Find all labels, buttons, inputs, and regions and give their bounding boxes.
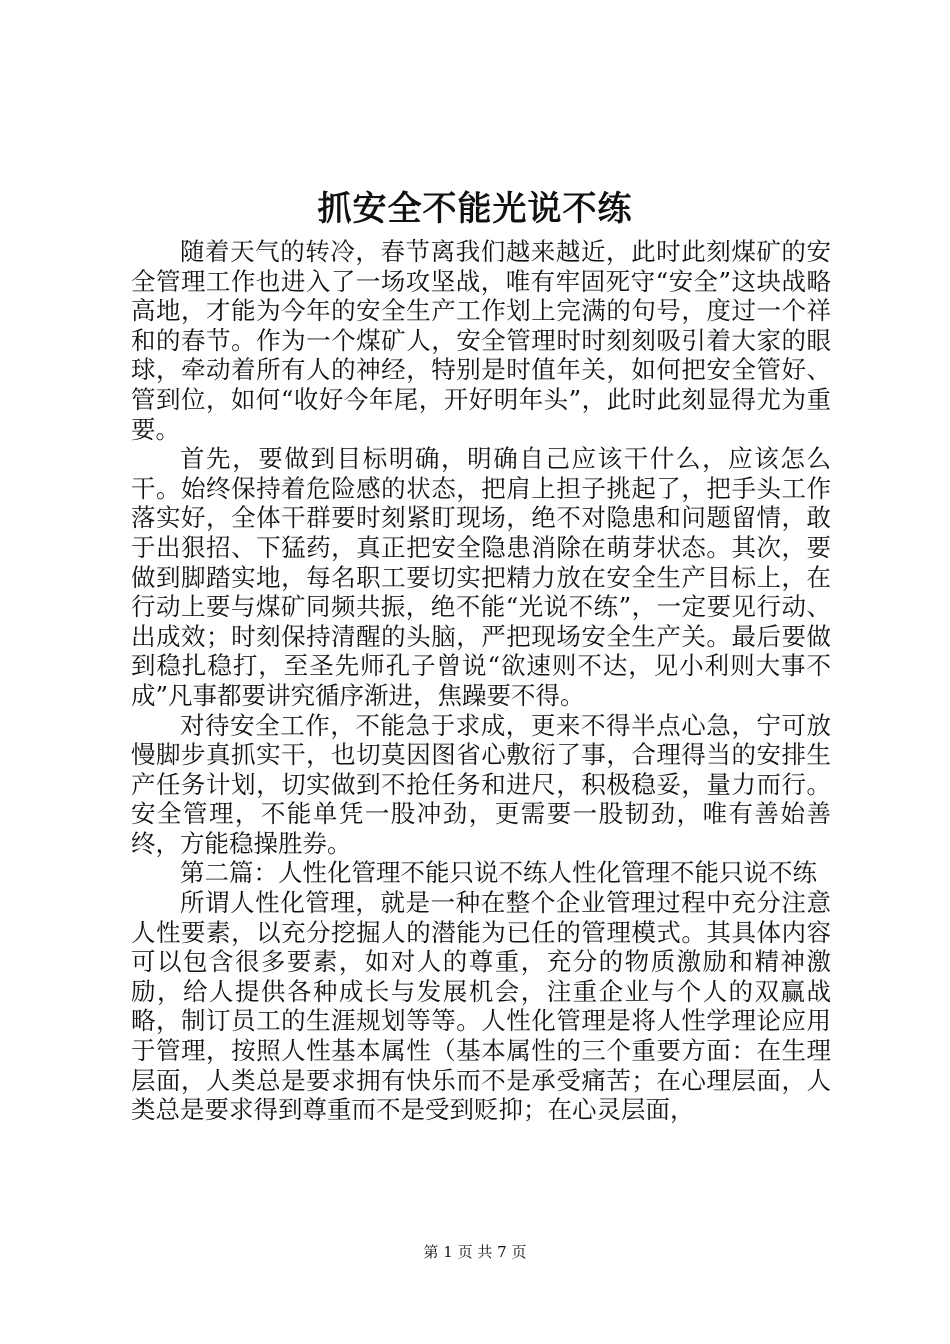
- section-heading-paragraph: 第二篇：人性化管理不能只说不练人性化管理不能只说不练: [180, 858, 817, 888]
- paragraph-3: 对待安全工作，不能急于求成，更来不得半点心急，宁可放慢脚步真抓实干，也切莫因图省心敷衍了事，合理得当的安排生产任务计划，切实做到不抢任务和进尺，积极稳妥，量力而行。安全管理，不能单凭一股冲劲，更需要一股韧劲，唯有善始善终，方能稳操胜券。: [131, 710, 831, 858]
- paragraph-1: 随着天气的转冷，春节离我们越来越近，此时此刻煤矿的安全管理工作也进入了一场攻坚战，唯有牢固死守“安全”这块战略高地，才能为今年的安全生产工作划上完满的句号，度过一个祥和的春节。作为一个煤矿人，安全管理时时刻刻吸引着大家的眼球，牵动着所有人的神经，特别是时值年关，如何把安全管好、管到位，如何“收好今年尾，开好明年头”，此时此刻显得尤为重要。: [131, 237, 831, 444]
- paragraph-2: 首先，要做到目标明确，明确自己应该干什么，应该怎么干。始终保持着危险感的状态，把肩上担子挑起了，把手头工作落实好，全体干群要时刻紧盯现场，绝不对隐患和问题留情，敢于出狠招、下猛药，真正把安全隐患消除在萌芽状态。其次，要做到脚踏实地，每名职工要切实把精力放在安全生产目标上，在行动上要与煤矿同频共振，绝不能“光说不练”，一定要见行动、出成效；时刻保持清醒的头脑，严把现场安全生产关。最后要做到稳扎稳打，至圣先师孔子曾说“欲速则不达，见小利则大事不成”凡事都要讲究循序渐进，焦躁要不得。: [131, 444, 831, 710]
- paragraph-5: 所谓人性化管理，就是一种在整个企业管理过程中充分注意人性要素，以充分挖掘人的潜能为已任的管理模式。其具体内容可以包含很多要素，如对人的尊重，充分的物质激励和精神激励，给人提供各种成长与发展机会，注重企业与个人的双赢战略，制订员工的生涯规划等等。人性化管理是将人性学理论应用于管理，按照人性基本属性（基本属性的三个重要方面：在生理层面，人类总是要求拥有快乐而不是承受痛苦；在心理层面，人类总是要求得到尊重而不是受到贬抑；在心灵层面，: [131, 888, 831, 1125]
- document-title: 抓安全不能光说不练: [317, 189, 633, 229]
- document-body: [131, 237, 831, 1125]
- page-number-footer: 第 1 页 共 7 页: [423, 1243, 527, 1261]
